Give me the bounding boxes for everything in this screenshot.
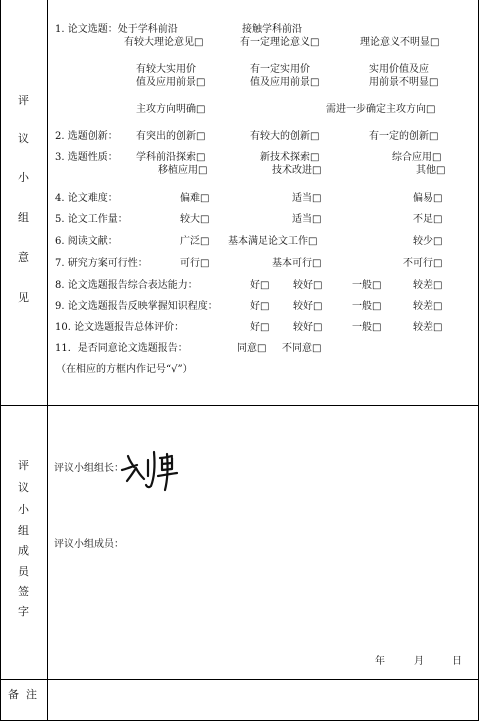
q4-option: 适当□ xyxy=(292,193,322,204)
q7-option: 不可行□ xyxy=(403,258,443,269)
q6-label: 6. 阅读文献： xyxy=(55,236,118,247)
date-day-label: 日 xyxy=(452,656,462,667)
q8-option: 一般□ xyxy=(352,280,382,291)
side-label-char: 议 xyxy=(18,132,29,145)
q1-option: 用前景不明显□ xyxy=(369,77,439,88)
q9-option: 较好□ xyxy=(293,301,323,312)
q7-option: 可行□ xyxy=(180,258,210,269)
q3-option: 技术改进□ xyxy=(272,165,322,176)
q3-option: 综合应用□ xyxy=(392,152,442,163)
q3-option: 移植应用□ xyxy=(158,165,208,176)
q5-option: 适当□ xyxy=(292,214,322,225)
handwritten-signature xyxy=(118,446,182,494)
side-label-char: 成 xyxy=(18,544,29,557)
q8-option: 好□ xyxy=(250,280,270,291)
side-label-char: 组 xyxy=(18,211,29,224)
q9-option: 较差□ xyxy=(413,301,443,312)
q11-option: 不同意□ xyxy=(282,343,322,354)
q10-option: 一般□ xyxy=(352,322,382,333)
q11-option: 同意□ xyxy=(237,343,267,354)
q1-option: 有一定理论意义□ xyxy=(240,37,320,48)
q3-label: 3. 选题性质： xyxy=(55,152,118,163)
q11-label: 11．是否同意论文选题报告： xyxy=(55,343,188,354)
q10-option: 好□ xyxy=(250,322,270,333)
q1-option: 需进一步确定主攻方向□ xyxy=(326,104,436,115)
q1-option: 有一定实用价 xyxy=(250,64,310,75)
q1-option: 理论意义不明显□ xyxy=(360,37,440,48)
date-year-label: 年 xyxy=(375,656,385,667)
q5-label: 5. 论文工作量： xyxy=(55,214,128,225)
side-label-char: 小 xyxy=(18,171,29,184)
q9-label: 9. 论文选题报告反映掌握知识程度： xyxy=(55,301,218,312)
q8-label: 8. 论文选题报告综合表达能力： xyxy=(55,280,198,291)
group-members-label: 评议小组成员： xyxy=(54,539,124,550)
row-divider-review xyxy=(0,405,479,406)
q8-option: 较好□ xyxy=(293,280,323,291)
q3-option: 新技术探索□ xyxy=(260,152,320,163)
q1-option: 有较大理论意见□ xyxy=(124,37,204,48)
side-label-char: 评 xyxy=(18,459,29,472)
q10-label: 10. 论文选题报告总体评价： xyxy=(55,322,185,333)
q4-label: 4. 论文难度： xyxy=(55,193,118,204)
group-leader-label: 评议小组组长： xyxy=(54,463,124,474)
checkmark-instruction: （在相应的方框内作记号“√”） xyxy=(56,364,193,375)
q9-option: 一般□ xyxy=(352,301,382,312)
side-label-char: 评 xyxy=(18,94,29,107)
q1-label: 1. 论文选题：处于学科前沿 xyxy=(55,24,178,35)
side-label-char: 小 xyxy=(18,503,29,516)
q7-label: 7. 研究方案可行性： xyxy=(55,258,148,269)
q1-option: 主攻方向明确□ xyxy=(136,104,206,115)
q3-option: 其他□ xyxy=(416,165,446,176)
remarks-label: 备 注 xyxy=(8,688,37,701)
side-label-char: 签 xyxy=(18,585,29,598)
side-label-char: 员 xyxy=(18,565,29,578)
q1-option: 值及应用前景□ xyxy=(250,77,320,88)
row-divider-signatures xyxy=(0,679,479,680)
q5-option: 较大□ xyxy=(180,214,210,225)
q5-option: 不足□ xyxy=(413,214,443,225)
q4-option: 偏难□ xyxy=(180,193,210,204)
q2-option: 有突出的创新□ xyxy=(136,131,206,142)
side-label-char: 议 xyxy=(18,481,29,494)
q7-option: 基本可行□ xyxy=(272,258,322,269)
q1-option: 实用价值及应 xyxy=(369,64,429,75)
q2-option: 有较大的创新□ xyxy=(250,131,320,142)
q6-option: 较少□ xyxy=(413,236,443,247)
table-border-left xyxy=(0,0,1,721)
date-month-label: 月 xyxy=(414,656,424,667)
side-label-char: 意 xyxy=(18,251,29,264)
q10-option: 较好□ xyxy=(293,322,323,333)
q2-option: 有一定的创新□ xyxy=(369,131,439,142)
q1-option: 接触学科前沿 xyxy=(242,24,302,35)
q2-label: 2. 选题创新： xyxy=(55,131,118,142)
q6-option: 广泛□ xyxy=(180,236,210,247)
q4-option: 偏易□ xyxy=(413,193,443,204)
side-label-char: 字 xyxy=(18,605,29,618)
column-divider xyxy=(47,0,48,721)
q1-option: 值及应用前景□ xyxy=(136,77,206,88)
q3-option: 学科前沿探索□ xyxy=(136,152,206,163)
q8-option: 较差□ xyxy=(413,280,443,291)
side-label-char: 见 xyxy=(18,291,29,304)
q6-option: 基本满足论文工作□ xyxy=(228,236,318,247)
q9-option: 好□ xyxy=(250,301,270,312)
q1-option: 有较大实用价 xyxy=(136,64,196,75)
side-label-char: 组 xyxy=(18,524,29,537)
q10-option: 较差□ xyxy=(413,322,443,333)
